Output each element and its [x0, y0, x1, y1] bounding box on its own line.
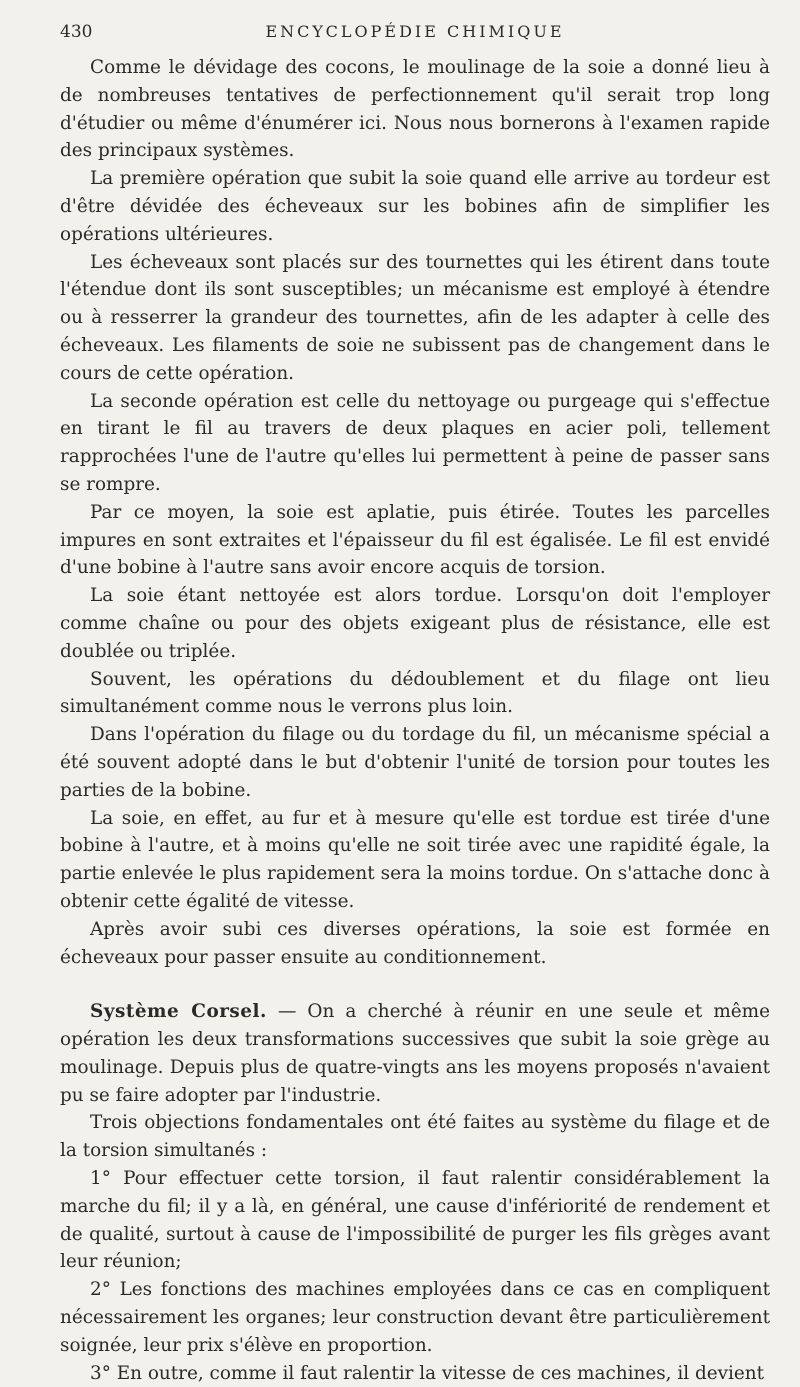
body-text [60, 54, 770, 1387]
paragraph: Après avoir subi ces diverses opérations, la soie est formée en écheveaux pour passer ensuite au conditionnement. [60, 918, 770, 968]
paragraph: Trois objections fondamentales ont été faites au système du filage et de la torsion simultanés : [60, 1112, 770, 1162]
paragraph: Comme le dévidage des cocons, le moulinage de la soie a donné lieu à de nombreuses tentatives de perfectionnement qu'il serait trop long d'étudier ou même d'énumérer ici. Nous nous bornerons à l'examen rapide des principaux systèmes. [60, 57, 770, 162]
section-title: Système Corsel. [90, 1001, 267, 1023]
paragraph: 2° Les fonctions des machines employées dans ce cas en compliquent nécessairement les organes; leur construction devant être particulièrement soignée, leur prix s'élève en proportion. [60, 1279, 770, 1356]
paragraph: Les écheveaux sont placés sur des tournettes qui les étirent dans toute l'étendue dont ils sont susceptibles; un mécanisme est employé à étendre ou à resserrer la grandeur des tournettes, afin de les adapter à celle des écheveaux. Les filaments de soie ne subissent pas de changement dans le cours de cette opération. [60, 251, 770, 384]
paragraph: Dans l'opération du filage ou du tordage du fil, un mécanisme spécial a été souvent adopté dans le but d'obtenir l'unité de torsion pour toutes les parties de la bobine. [60, 724, 770, 801]
running-head: ENCYCLOPÉDIE CHIMIQUE [265, 22, 565, 41]
section-intro: — On a cherché à réunir en une seule et même opération les deux transformations successives que subit la soie grège au moulinage. Depuis plus de quatre-vingts ans les moyens proposés n'avaient pu se faire adopter par l'industrie. [60, 1001, 771, 1106]
paragraph: La soie, en effet, au fur et à mesure qu'elle est tordue est tirée d'une bobine à l'autre, et à moins qu'elle ne soit tirée avec une rapidité égale, la partie enlevée le plus rapidement sera la moins tordue. On s'attache donc à obtenir cette égalité de vitesse. [60, 807, 770, 912]
paragraph: 3° En outre, comme il faut ralentir la vitesse de ces machines, il devient [90, 1362, 764, 1384]
section-gap [60, 971, 770, 998]
page-header [60, 22, 770, 50]
paragraph: La première opération que subit la soie quand elle arrive au tordeur est d'être dévidée des écheveaux sur les bobines afin de simplifier les opérations ultérieures. [60, 168, 770, 245]
paragraph: La soie étant nettoyée est alors tordue. Lorsqu'on doit l'employer comme chaîne ou pour des objets exigeant plus de résistance, elle est doublée ou triplée. [60, 585, 770, 662]
paragraph: 1° Pour effectuer cette torsion, il faut ralentir considérablement la marche du fil; il y a là, en général, une cause d'infériorité de rendement et de qualité, surtout à cause de l'impossibilité de purger les fils grèges avant leur réunion; [60, 1168, 770, 1273]
page-number: 430 [60, 22, 93, 42]
paragraph: La seconde opération est celle du nettoyage ou purgeage qui s'effectue en tirant le fil au travers de deux plaques en acier poli, tellement rapprochées l'une de l'autre qu'elles lui permettent à peine de passer sans se rompre. [60, 390, 770, 495]
section-heading-paragraph [60, 998, 770, 1109]
paragraph: Souvent, les opérations du dédoublement et du filage ont lieu simultanément comme nous le verrons plus loin. [60, 668, 770, 718]
paragraph: Par ce moyen, la soie est aplatie, puis étirée. Toutes les parcelles impures en sont extraites et l'épaisseur du fil est égalisée. Le fil est envidé d'une bobine à l'autre sans avoir encore acquis de torsion. [60, 501, 770, 579]
